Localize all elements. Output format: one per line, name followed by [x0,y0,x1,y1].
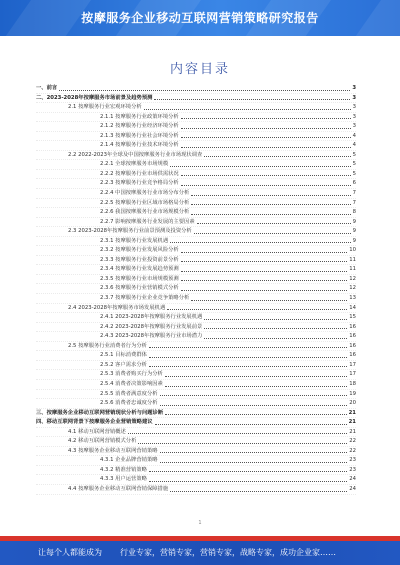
toc-entry-text: 四、移动互联网背景下按摩服务企业营销策略建议 [36,419,153,426]
toc-entry[interactable] [36,475,356,485]
toc-entry-page: 21 [348,419,356,426]
toc-entry-page: 7 [352,190,356,197]
toc-entry[interactable] [36,304,356,314]
toc-entry-text: 2.3.3 按摩服务行业投资前景分析 [100,256,179,263]
toc-entry-text: 4.3 按摩服务企业移动互联网营销策略 [68,447,158,454]
toc-dot-leader [191,204,350,205]
toc-entry-text: 2.2.7 影响按摩服务行业发展的主要因素 [100,218,195,225]
toc-entry-page: 9 [352,218,356,225]
toc-entry-page: 13 [349,295,356,302]
toc-entry[interactable] [36,227,356,237]
toc-entry-page: 12 [349,275,356,282]
toc-entry-page: 12 [349,285,356,292]
toc-entry[interactable] [36,466,356,476]
toc-entry[interactable] [36,179,356,189]
toc-dot-leader [181,290,348,291]
page-number: 1 [198,520,202,526]
toc-dot-leader [170,242,350,243]
top-banner [0,0,400,36]
toc-entry[interactable] [36,151,356,161]
toc-dot-leader [160,462,348,463]
toc-entry-text: 2.3.4 按摩服务行业发展趋势预测 [100,266,179,273]
toc-dot-leader [149,366,347,367]
toc-dot-leader [149,347,347,348]
toc-entry-page: 16 [349,333,356,340]
toc-entry-text: 2.5.4 消费者决策影响因素 [100,380,163,387]
toc-entry-page: 3 [352,123,356,130]
toc-entry-page: 5 [352,161,356,168]
toc-entry[interactable] [36,399,356,409]
toc-entry-page: 18 [349,380,356,387]
toc-entry-text: 4.3.3 用户运营策略 [100,476,147,483]
toc-dot-leader [181,137,351,138]
toc-dot-leader [197,223,351,224]
toc-entry-text: 2.1.3 按摩服务行业社会环境分析 [100,132,179,139]
toc-entry-text: 2.2.4 中国按摩服务行业市场分布分析 [100,190,190,197]
toc-entry[interactable] [36,390,356,400]
toc-entry-page: 21 [348,409,356,416]
toc-dot-leader [181,175,351,176]
toc-entry[interactable] [36,160,356,170]
toc-entry-page: 10 [349,247,356,254]
toc-entry-text: 2.1.1 按摩服务行业政策环境分析 [100,113,179,120]
toc-entry[interactable] [36,113,356,123]
toc-entry-page: 7 [352,199,356,206]
toc-entry-text: 2.4.2 2023-2028年按摩服务行业发展前景 [100,323,203,330]
toc-entry-text: 2.3.2 按摩服务行业发展风险分析 [100,247,179,254]
toc-entry-page: 3 [352,94,356,101]
toc-entry[interactable] [36,456,356,466]
toc-dot-leader [191,300,347,301]
toc-entry-text: 4.3.2 精准营销策略 [100,466,147,473]
toc-entry-text: 2.3.7 按摩服务行业企业竞争策略分析 [100,295,190,302]
toc-entry[interactable] [36,275,356,285]
toc-entry[interactable] [36,418,356,428]
toc-entry-text: 2.2 2022-2023年全球及中国按摩服务行业市场现状调查 [68,151,203,158]
toc-entry-text: 4.3.1 企业品牌营销策略 [100,457,158,464]
toc-dot-leader [144,109,351,110]
toc-entry[interactable] [36,370,356,380]
toc-entry-page: 8 [352,209,356,216]
toc-entry[interactable] [36,294,356,304]
bottom-banner [0,541,400,565]
toc-entry-page: 9 [352,228,356,235]
toc-entry-text: 2.5.5 消费者满意度分析 [100,390,158,397]
toc-entry-page: 11 [349,256,356,263]
toc-entry[interactable] [36,132,356,142]
toc-entry-text: 2.5.6 消费者忠诚度分析 [100,400,158,407]
toc-entry[interactable] [36,313,356,323]
toc-dot-leader [160,395,348,396]
toc-entry[interactable] [36,342,356,352]
toc-dot-leader [149,471,347,472]
toc-dot-leader [204,156,350,157]
toc-dot-leader [181,271,348,272]
toc-entry[interactable] [36,141,356,151]
toc-entry-text: 2.4.1 2023-2028年按摩服务行业发展机遇 [100,314,203,321]
toc-entry[interactable] [36,218,356,228]
toc-entry-text: 2.4.3 2023-2028年按摩服务行业市场潜力 [100,333,203,340]
toc-entry-page: 9 [352,237,356,244]
toc-dot-leader [170,166,350,167]
toc-entry-page: 4 [352,142,356,149]
toc-entry-page: 24 [349,485,356,492]
toc-dot-leader [204,338,347,339]
toc-entry-text: 2.2.1 全球按摩服务市场规模 [100,161,169,168]
toc-entry[interactable] [36,265,356,275]
toc-entry[interactable] [36,170,356,180]
toc-dot-leader [165,386,347,387]
toc-entry-text: 2.3.6 按摩服务行业营销模式分析 [100,285,179,292]
toc-entry[interactable] [36,284,356,294]
toc-dot-leader [170,491,347,492]
toc-heading: 内容目录 [169,62,230,77]
toc-entry[interactable] [36,94,356,104]
toc-entry-page: 5 [352,170,356,177]
toc-entry-text: 2.3 2023-2028年按摩服务行业前景预测及投资分析 [68,228,192,235]
toc-entry-page: 14 [349,304,356,311]
toc-dot-leader [154,99,350,100]
toc-entry[interactable] [36,361,356,371]
toc-entry-text: 4.1 移动互联网营销概述 [68,428,126,435]
toc-entry[interactable] [36,122,356,132]
footer-slogan-left: 让每个人都能成为 [38,548,102,557]
toc-entry[interactable] [36,246,356,256]
toc-entry[interactable] [36,332,356,342]
toc-dot-leader [181,280,348,281]
toc-entry-text: 2.1.2 按摩服务行业经济环境分析 [100,123,179,130]
toc-entry-page: 16 [349,342,356,349]
toc-dot-leader [160,405,348,406]
toc-entry-page: 3 [352,85,356,91]
toc-entry-page: 22 [349,438,356,445]
toc-entry-page: 23 [349,457,356,464]
toc-entry[interactable] [36,189,356,199]
toc-dot-leader [191,214,350,215]
toc-entry-text: 2.1 按摩服务行业宏观环境分析 [68,104,142,111]
toc-entry[interactable] [36,437,356,447]
toc-dot-leader [204,319,347,320]
toc-entry-text: 2.5.3 消费者购买行为分析 [100,371,163,378]
toc-entry-page: 16 [349,323,356,330]
toc-entry-text: 2.2.3 按摩服务行业竞争格局分析 [100,180,179,187]
toc-entry-text: 2.5 按摩服务行业消费者行为分析 [68,342,147,349]
toc-entry-text: 4.4 按摩服务企业移动互联网营销保障措施 [68,485,169,492]
toc-entry-page: 3 [352,113,356,120]
footer-slogan-right: 行业专家，营销专家，营销专家，战略专家，成功企业家…… [120,548,336,557]
toc-entry-page: 5 [352,151,356,158]
toc-entry-page: 22 [349,447,356,454]
toc-entry-text: 2.2.2 按摩服务行业市场供需状况 [100,170,179,177]
toc-entry-text: 2.3.5 按摩服务行业市场规模预测 [100,275,179,282]
toc-entry-page: 15 [349,314,356,321]
toc-dot-leader [149,481,347,482]
toc-entry-page: 3 [352,104,356,111]
toc-entry[interactable] [36,237,356,247]
toc-entry-text: 一、前言 [36,85,58,91]
toc-entry-text: 2.2.5 按摩服务行业区域市场格局分析 [100,199,190,206]
toc-dot-leader [191,195,350,196]
toc-entry[interactable] [36,351,356,361]
toc-dot-leader [181,147,351,148]
toc-entry[interactable] [36,256,356,266]
toc-entry[interactable] [36,485,356,495]
table-of-contents [36,84,356,495]
toc-entry-page: 6 [352,180,356,187]
toc-dot-leader [165,376,347,377]
toc-dot-leader [155,424,347,425]
toc-entry[interactable] [36,428,356,438]
toc-entry-text: 三、按摩服务企业移动互联网营销现状分析与问题诊断 [36,409,164,416]
toc-entry-page: 17 [349,361,356,368]
toc-entry-text: 二、2023-2028年按摩服务市场前景及趋势预测 [36,94,153,101]
toc-entry-page: 19 [349,390,356,397]
toc-dot-leader [181,185,351,186]
toc-dot-leader [165,414,346,415]
toc-dot-leader [149,357,347,358]
toc-dot-leader [181,128,351,129]
toc-entry[interactable] [36,447,356,457]
toc-dot-leader [59,90,350,91]
toc-dot-leader [181,118,351,119]
toc-entry[interactable] [36,84,356,94]
toc-entry[interactable] [36,323,356,333]
toc-entry-page: 20 [349,400,356,407]
toc-entry-page: 11 [349,266,356,273]
toc-dot-leader [128,433,347,434]
toc-entry[interactable] [36,208,356,218]
toc-entry[interactable] [36,409,356,419]
toc-dot-leader [204,328,347,329]
toc-dot-leader [194,233,351,234]
toc-entry-text: 2.1.4 按摩服务行业技术环境分析 [100,142,179,149]
toc-dot-leader [138,443,347,444]
toc-dot-leader [181,252,348,253]
toc-entry-text: 2.2.6 我国按摩服务行业市场规模分析 [100,209,190,216]
toc-entry-text: 2.5.1 目标消费群体 [100,352,147,359]
toc-entry[interactable] [36,199,356,209]
toc-entry-text: 4.2 移动互联网营销模式分析 [68,438,137,445]
toc-entry-page: 23 [349,466,356,473]
toc-entry-page: 17 [349,371,356,378]
toc-entry-text: 2.4 2023-2028年按摩服务市场发展机遇 [68,304,166,311]
toc-entry-text: 2.3.1 按摩服务行业发展机遇 [100,237,169,244]
toc-entry[interactable] [36,380,356,390]
toc-dot-leader [167,309,347,310]
toc-entry-text: 2.5.2 客户需求分析 [100,361,147,368]
toc-entry-page: 24 [349,476,356,483]
toc-entry-page: 21 [349,428,356,435]
toc-entry[interactable] [36,103,356,113]
toc-entry-page: 16 [349,352,356,359]
toc-dot-leader [160,452,348,453]
toc-entry-page: 4 [352,132,356,139]
toc-dot-leader [181,261,348,262]
document-title: 按摩服务企业移动互联网营销策略研究报告 [81,11,319,25]
